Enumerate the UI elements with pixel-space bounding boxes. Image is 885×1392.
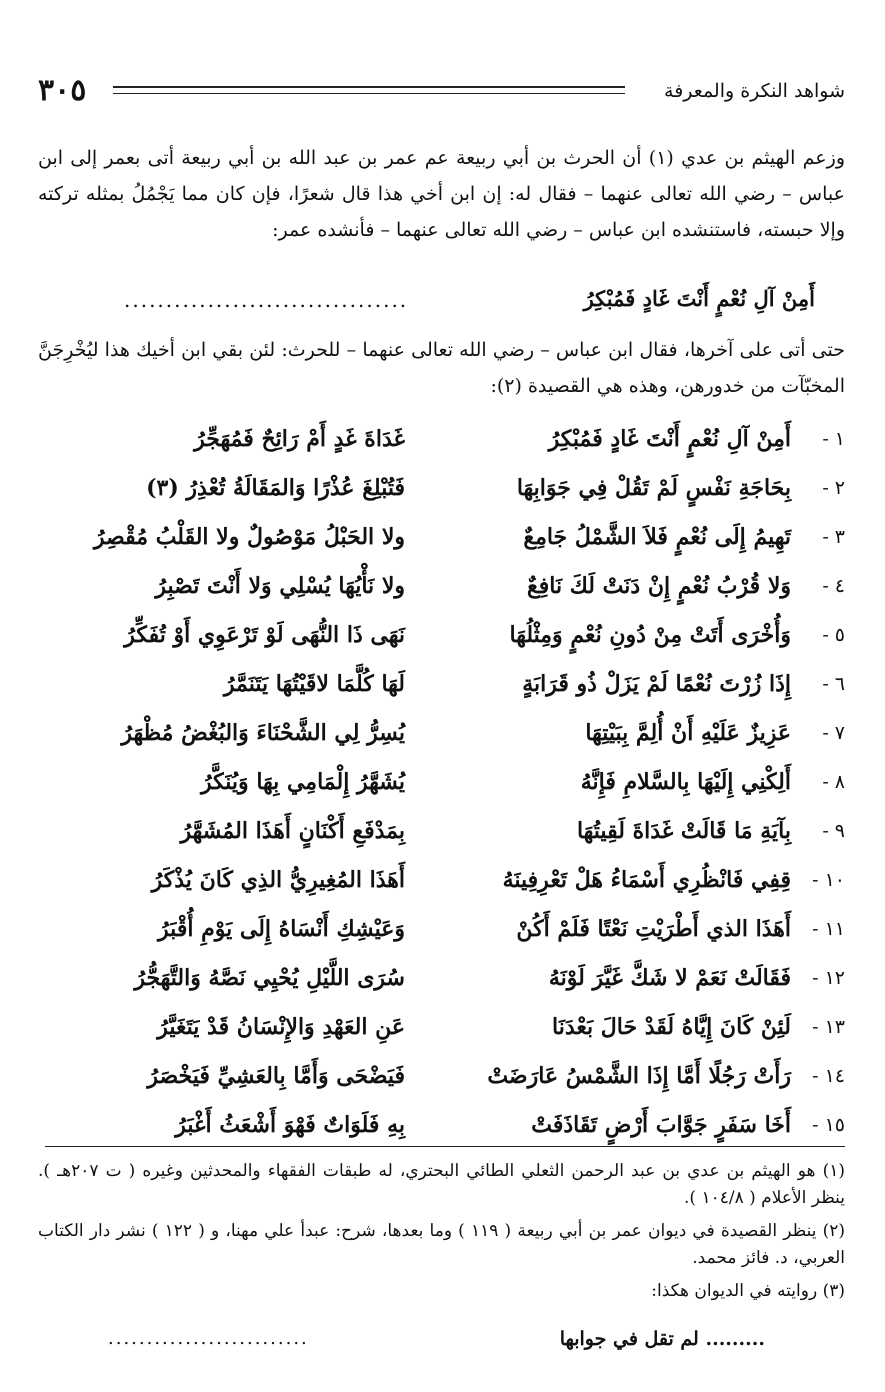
verse-number: ١ - bbox=[822, 428, 845, 450]
verse-first-hemistich: عَزِيزٌ عَلَيْهِ أَنْ أُلِمَّ بِبَيْتِهَا bbox=[585, 720, 791, 746]
verse-first-hemistich: قِفِي فَانْظُرِي أَسْمَاءُ هَلْ تَعْرِفِينَهُ bbox=[502, 867, 791, 893]
footnote-3: (٣) روايته في الديوان هكذا: bbox=[651, 1281, 845, 1301]
footnote-3-dots: .......................... bbox=[108, 1328, 309, 1349]
verse-number: ٤ - bbox=[822, 575, 845, 597]
page-header bbox=[38, 74, 845, 108]
verse-second-hemistich: أَهَذَا المُغِيرِيُّ الذِي كَانَ يُذْكَرُ bbox=[151, 867, 405, 893]
verse bbox=[38, 812, 845, 861]
page-number: ٣٠٥ bbox=[38, 73, 87, 108]
verse-number: ٩ - bbox=[822, 820, 845, 842]
quoted-hemistich: أَمِنْ آلِ نُعْمٍ أَنْتَ غَادٍ فَمُبْكِرُ bbox=[583, 286, 815, 311]
verse-number: ١٥ - bbox=[812, 1114, 845, 1136]
verse bbox=[38, 665, 845, 714]
verse-first-hemistich: فَقَالَتْ نَعَمْ لا شَكَّ غَيَّرَ لَوْنَهُ bbox=[548, 965, 791, 991]
verse-second-hemistich: عَنِ العَهْدِ وَالإِنْسَانُ قَدْ يَتَغَيَّرُ bbox=[157, 1014, 405, 1040]
verse-first-hemistich: وَأُخْرَى أَتَتْ مِنْ دُونِ نُعْمٍ وَمِثْلُهَا bbox=[509, 622, 791, 648]
verse-first-hemistich: أَهَذَا الذي أَطْرَيْتِ نَعْتًا فَلَمْ أَكُنْ bbox=[516, 916, 791, 942]
poem bbox=[38, 420, 845, 1155]
verse bbox=[38, 910, 845, 959]
verse-second-hemistich: يُشَهَّرُ إِلْمَامِي بِهَا وَيُنَكَّرُ bbox=[200, 769, 405, 795]
verse bbox=[38, 567, 845, 616]
running-title: شواهد النكرة والمعرفة bbox=[664, 80, 845, 102]
second-paragraph: حتى أتى على آخرها، فقال ابن عباس – رضي الله تعالى عنهما – للحرث: لئن بقي ابن أخيك هذا ليُخْرِجَنَّ المخبّآت من خدورهن، وهذه هي القصيدة (٢): bbox=[38, 339, 845, 397]
verse-number: ٥ - bbox=[822, 624, 845, 646]
verse bbox=[38, 1057, 845, 1106]
verse bbox=[38, 616, 845, 665]
verse-second-hemistich: ولا نَأْيُهَا يُسْلِي وَلا أَنْتَ تَصْبِرُ bbox=[155, 573, 405, 599]
verse bbox=[38, 714, 845, 763]
verse-second-hemistich: يُسِرُّ لِي الشَّحْنَاءَ وَالبُغْضُ مُظْهَرُ bbox=[121, 720, 405, 746]
verse-first-hemistich: بِآيَةِ مَا قَالَتْ غَدَاةَ لَقِيتُهَا bbox=[576, 818, 791, 844]
footnote-3-quote bbox=[38, 1328, 845, 1358]
verse-first-hemistich: أَلِكْنِي إِلَيْهَا بِالسَّلامِ فَإِنَّهُ bbox=[580, 769, 791, 795]
verse-second-hemistich: بِمَدْفَعِ أَكْنَانٍ أَهَذَا المُشَهَّرُ bbox=[180, 818, 405, 844]
verse-first-hemistich: أَمِنْ آلِ نُعْمٍ أَنْتَ غَادٍ فَمُبْكِرُ bbox=[548, 426, 791, 452]
verse-number: ١٢ - bbox=[812, 967, 845, 989]
verse-number: ٢ - bbox=[822, 477, 845, 499]
footnote-separator bbox=[45, 1146, 845, 1147]
verse bbox=[38, 469, 845, 518]
verse-second-hemistich: فَتُبْلِغَ عُذْرًا وَالمَقَالَةُ تُعْذِرُ (٣) bbox=[146, 475, 405, 501]
verse-second-hemistich: وَعَيْشِكِ أَنْسَاهُ إِلَى يَوْمِ أُقْبَرُ bbox=[158, 916, 405, 942]
verse bbox=[38, 1008, 845, 1057]
verse bbox=[38, 959, 845, 1008]
verse-first-hemistich: بِحَاجَةِ نَفْسٍ لَمْ تَقُلْ فِي جَوَابِهَا bbox=[516, 475, 791, 501]
verse bbox=[38, 420, 845, 469]
verse-second-hemistich: سُرَى اللَّيْلِ يُحْيِي نَصَّهُ وَالتَّهَجُّرُ bbox=[134, 965, 405, 991]
footnote-2: (٢) ينظر القصيدة في ديوان عمر بن أبي ربيعة ( ١١٩ ) وما بعدها، شرح: عبدأ علي مهنا، و ( ١٢٢ ) نشر دار الكتاب العربي، د. فائز محمد. bbox=[38, 1221, 845, 1268]
footnote-1: (١) هو الهيثم بن عدي بن عبد الرحمن الثعلي الطائي البحتري، له طبقات الفقهاء والمحدثين وغيره ( ت ٢٠٧هـ ). ينظر الأعلام ( ١٠٤/٨ ). bbox=[38, 1161, 845, 1208]
verse bbox=[38, 518, 845, 567]
verse-second-hemistich: نَهَى ذَا النُّهَى لَوْ تَرْعَوِي أَوْ تُفَكِّرُ bbox=[124, 622, 405, 648]
verse-second-hemistich: بِهِ فَلَوَاتٌ فَهْوَ أَشْعَثُ أَغْبَرُ bbox=[175, 1112, 405, 1138]
verse-second-hemistich: ولا الحَبْلُ مَوْصُولٌ ولا القَلْبُ مُقْصِرُ bbox=[93, 524, 405, 550]
verse-first-hemistich: وَلا قُرْبُ نُعْمٍ إِنْ دَنَتْ لَكَ نَافِعٌ bbox=[527, 573, 791, 599]
verse-second-hemistich: لَهَا كُلَّمَا لاقَيْتُهَا يَتَنَمَّرُ bbox=[223, 671, 405, 697]
verse bbox=[38, 1106, 845, 1155]
verse bbox=[38, 763, 845, 812]
footnotes bbox=[38, 1158, 845, 1311]
verse-number: ٣ - bbox=[822, 526, 845, 548]
verse-number: ٦ - bbox=[822, 673, 845, 695]
ellipsis-dots: .................................. bbox=[124, 288, 409, 312]
verse-number: ١٤ - bbox=[812, 1065, 845, 1087]
verse-first-hemistich: لَئِنْ كَانَ إِيَّاهُ لَقَدْ حَالَ بَعْدَنَا bbox=[552, 1014, 791, 1040]
header-rule bbox=[113, 86, 625, 94]
verse-first-hemistich: إِذَا زُرْتَ نُعْمًا لَمْ يَزَلْ ذُو قَرَابَةٍ bbox=[522, 671, 791, 697]
verse bbox=[38, 861, 845, 910]
verse-first-hemistich: رَأَتْ رَجُلًا أَمَّا إِذَا الشَّمْسُ عَارَضَتْ bbox=[487, 1063, 791, 1089]
verse-number: ١١ - bbox=[812, 918, 845, 940]
verse-number: ٨ - bbox=[822, 771, 845, 793]
verse-second-hemistich: فَيَضْحَى وَأَمَّا بِالعَشِيِّ فَيَخْصَرُ bbox=[147, 1063, 405, 1089]
verse-number: ٧ - bbox=[822, 722, 845, 744]
verse-second-hemistich: غَدَاةَ غَدٍ أَمْ رَائِحٌ فَمُهَجِّرُ bbox=[194, 426, 405, 452]
verse-number: ١٠ - bbox=[812, 869, 845, 891]
footnote-3-variant: ......... لم تقل في جوابها bbox=[559, 1328, 765, 1350]
intro-paragraph: وزعم الهيثم بن عدي (١) أن الحرث بن أبي ربيعة عم عمر بن عبد الله بن أبي ربيعة أتى بعمر إلى ابن عباس – رضي الله تعالى عنهما – فقال له: إن ابن أخي هذا قال شعرًا، فإن كان مما يَجْمُلُ بمثله تركته وإلا حبسته، فاستنشده ابن عباس – رضي الله تعالى عنهما – فأنشده عمر: bbox=[38, 147, 845, 241]
verse-first-hemistich: أَخَا سَفَرٍ جَوَّابَ أَرْضٍ تَقَاذَفَتْ bbox=[531, 1112, 791, 1138]
verse-number: ١٣ - bbox=[812, 1016, 845, 1038]
verse-first-hemistich: تَهِيمُ إِلَى نُعْمٍ فَلاَ الشَّمْلُ جَامِعٌ bbox=[523, 524, 791, 550]
